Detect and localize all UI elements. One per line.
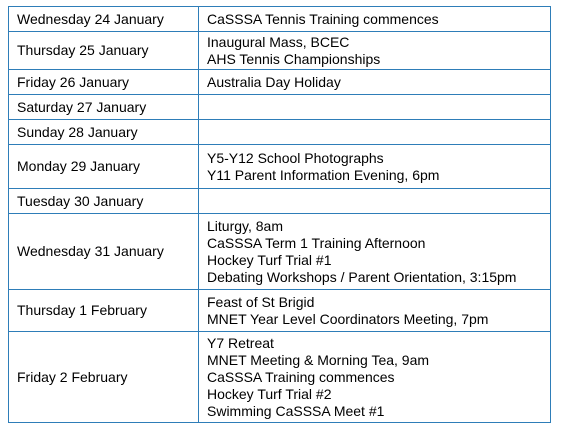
date-cell: Friday 26 January <box>9 70 199 95</box>
event-item: Liturgy, 8am <box>207 217 283 234</box>
table-row <box>9 290 551 332</box>
date-cell: Tuesday 30 January <box>9 189 199 214</box>
table-row <box>9 120 551 145</box>
events-cell <box>199 32 551 70</box>
events-cell <box>199 145 551 189</box>
event-item: Inaugural Mass, BCEC <box>207 33 350 50</box>
events-cell <box>199 214 551 290</box>
table-row <box>9 7 551 32</box>
event-item: MNET Year Level Coordinators Meeting, 7pm <box>207 310 489 327</box>
event-item: CaSSSA Training commences <box>207 368 395 385</box>
event-item: Y7 Retreat <box>207 334 274 351</box>
date-cell: Friday 2 February <box>9 332 199 423</box>
event-item: Debating Workshops / Parent Orientation, 3:15pm <box>207 268 517 285</box>
event-item: Y11 Parent Information Evening, 6pm <box>207 166 440 183</box>
date-cell: Saturday 27 January <box>9 95 199 120</box>
event-item: Swimming CaSSSA Meet #1 <box>207 402 385 419</box>
date-cell: Sunday 28 January <box>9 120 199 145</box>
events-cell <box>199 189 551 214</box>
date-cell: Monday 29 January <box>9 145 199 189</box>
date-cell: Thursday 25 January <box>9 32 199 70</box>
events-cell <box>199 7 551 32</box>
date-cell: Thursday 1 February <box>9 290 199 332</box>
events-cell <box>199 290 551 332</box>
events-cell <box>199 332 551 423</box>
event-item: CaSSSA Tennis Training commences <box>207 10 439 27</box>
event-item: AHS Tennis Championships <box>207 50 381 67</box>
event-item: Hockey Turf Trial #1 <box>207 251 332 268</box>
table-row <box>9 95 551 120</box>
events-cell <box>199 95 551 120</box>
event-item: CaSSSA Term 1 Training Afternoon <box>207 234 426 251</box>
events-calendar-table <box>8 6 551 423</box>
events-cell <box>199 70 551 95</box>
date-cell: Wednesday 31 January <box>9 214 199 290</box>
events-cell <box>199 120 551 145</box>
event-item: Y5-Y12 School Photographs <box>207 149 384 166</box>
date-cell: Wednesday 24 January <box>9 7 199 32</box>
event-item: MNET Meeting & Morning Tea, 9am <box>207 351 430 368</box>
event-item: Feast of St Brigid <box>207 293 315 310</box>
calendar-body <box>9 7 551 423</box>
table-row <box>9 145 551 189</box>
table-row <box>9 332 551 423</box>
event-item: Hockey Turf Trial #2 <box>207 385 332 402</box>
table-row <box>9 70 551 95</box>
table-row <box>9 214 551 290</box>
event-item: Australia Day Holiday <box>207 73 341 90</box>
table-row <box>9 32 551 70</box>
table-row <box>9 189 551 214</box>
